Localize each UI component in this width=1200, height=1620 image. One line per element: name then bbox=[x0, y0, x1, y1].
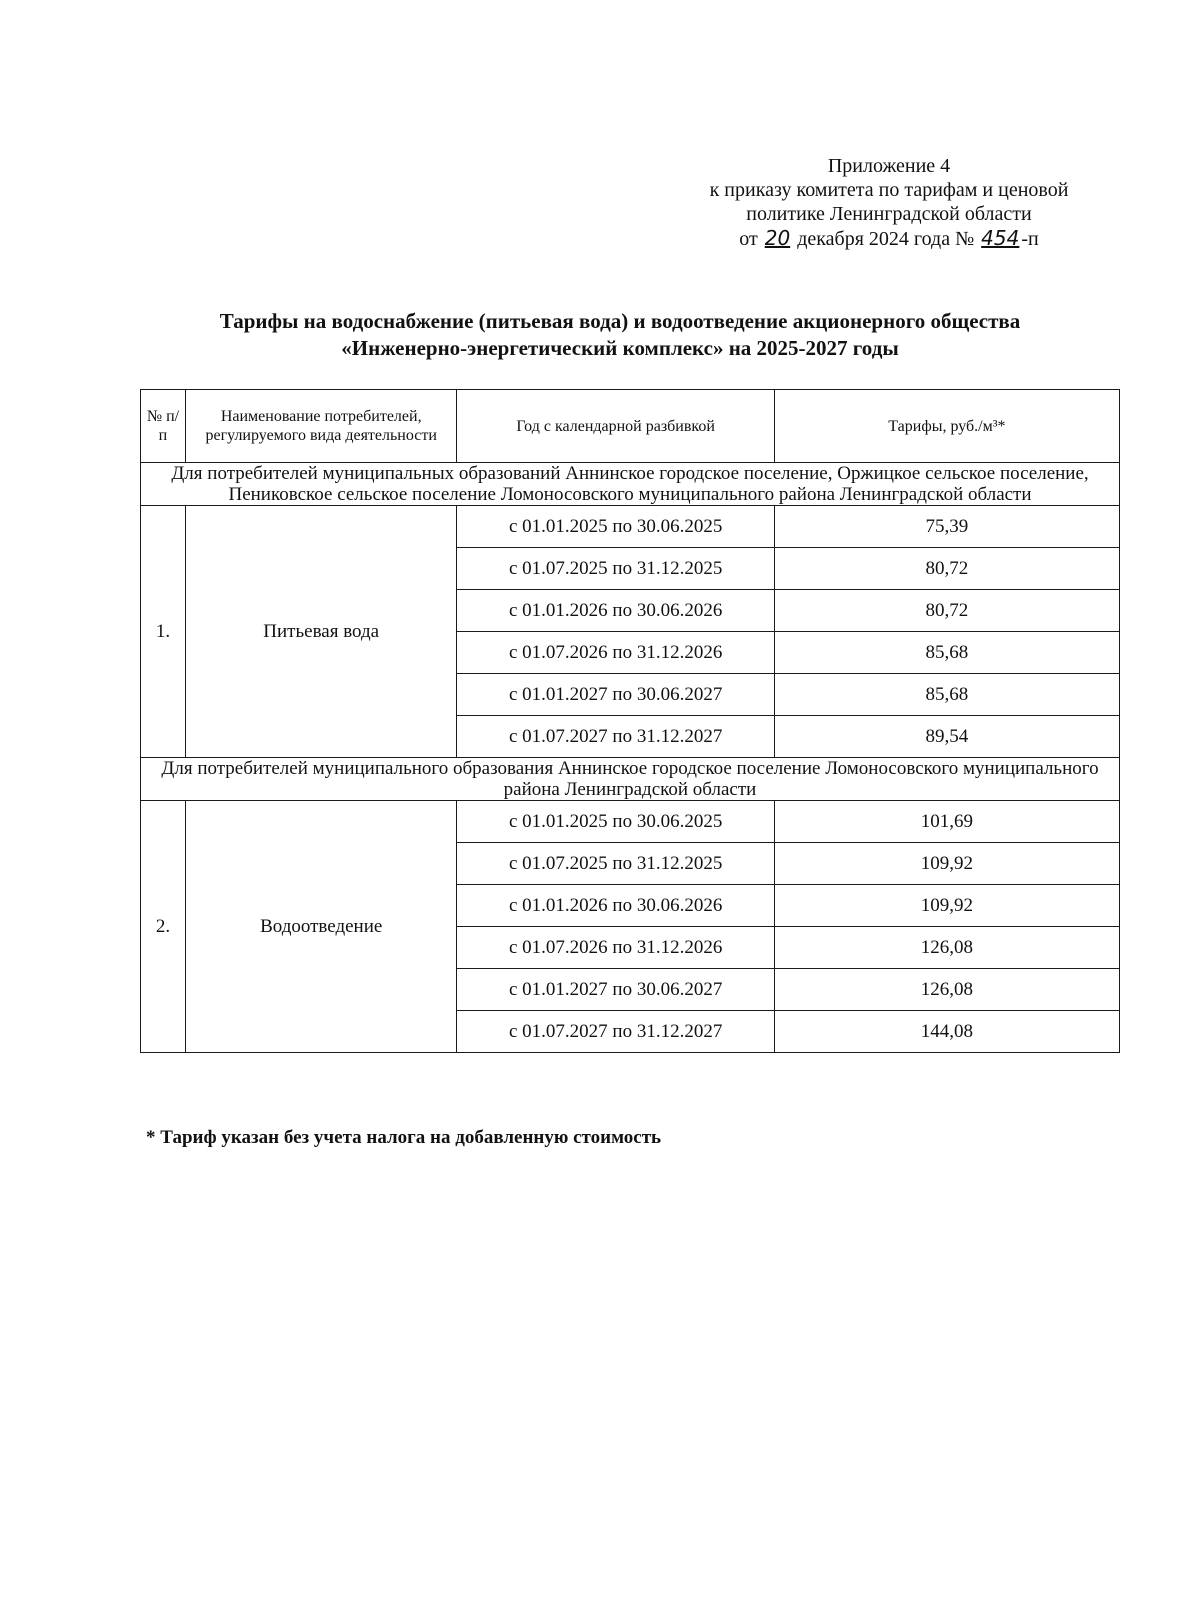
header-tariff: Тарифы, руб./м³* bbox=[774, 390, 1119, 463]
title-line-1: Тарифы на водоснабжение (питьевая вода) и водоотведение акционерного общества bbox=[219, 309, 1021, 333]
consumer-name: Водоотведение bbox=[185, 801, 457, 1053]
tariff-table bbox=[140, 389, 1120, 1053]
header-name: Наименование потребителей, регулируемого вида деятельности bbox=[185, 390, 457, 463]
tariff-cell: 101,69 bbox=[774, 801, 1119, 843]
period-cell: с 01.01.2026 по 30.06.2026 bbox=[457, 590, 774, 632]
date-middle: декабря 2024 года № bbox=[797, 228, 975, 250]
annex-header bbox=[654, 154, 1124, 251]
period-cell: с 01.07.2027 по 31.12.2027 bbox=[457, 1011, 774, 1053]
table-row bbox=[141, 506, 1120, 548]
handwritten-order-number: 454 bbox=[981, 226, 1020, 250]
vat-footnote: * Тариф указан без учета налога на добавленную стоимость bbox=[146, 1127, 662, 1148]
group-caption: Для потребителей муниципальных образований Аннинское городское поселение, Оржицкое сельское поселение, Пениковское сельское поселение Ломоносовского муниципального района Ленинградской области bbox=[141, 463, 1120, 506]
period-cell: с 01.07.2027 по 31.12.2027 bbox=[457, 716, 774, 758]
period-cell: с 01.07.2026 по 31.12.2026 bbox=[457, 632, 774, 674]
document-title bbox=[140, 308, 1100, 362]
annex-date-line bbox=[654, 226, 1124, 251]
title-line-2: «Инженерно-энергетический комплекс» на 2025-2027 годы bbox=[341, 336, 899, 360]
period-cell: с 01.07.2026 по 31.12.2026 bbox=[457, 927, 774, 969]
group-caption: Для потребителей муниципального образования Аннинское городское поселение Ломоносовского муниципального района Ленинградской области bbox=[141, 758, 1120, 801]
period-cell: с 01.07.2025 по 31.12.2025 bbox=[457, 843, 774, 885]
tariff-cell: 109,92 bbox=[774, 843, 1119, 885]
period-cell: с 01.01.2027 по 30.06.2027 bbox=[457, 674, 774, 716]
header-num: № п/п bbox=[141, 390, 186, 463]
tariff-cell: 85,68 bbox=[774, 674, 1119, 716]
tariff-cell: 144,08 bbox=[774, 1011, 1119, 1053]
tariff-cell: 80,72 bbox=[774, 590, 1119, 632]
order-number-suffix: -п bbox=[1021, 228, 1039, 250]
handwritten-day: 20 bbox=[764, 226, 791, 250]
date-prefix: от bbox=[739, 228, 758, 250]
row-number: 2. bbox=[141, 801, 186, 1053]
tariff-cell: 126,08 bbox=[774, 927, 1119, 969]
period-cell: с 01.01.2026 по 30.06.2026 bbox=[457, 885, 774, 927]
tariff-cell: 89,54 bbox=[774, 716, 1119, 758]
period-cell: с 01.07.2025 по 31.12.2025 bbox=[457, 548, 774, 590]
annex-committee-line: политике Ленинградской области bbox=[746, 203, 1032, 225]
period-cell: с 01.01.2025 по 30.06.2025 bbox=[457, 506, 774, 548]
tariff-cell: 109,92 bbox=[774, 885, 1119, 927]
table-row bbox=[141, 801, 1120, 843]
tariff-cell: 85,68 bbox=[774, 632, 1119, 674]
table-header-row bbox=[141, 390, 1120, 463]
tariff-cell: 75,39 bbox=[774, 506, 1119, 548]
annex-order-line: к приказу комитета по тарифам и ценовой bbox=[709, 179, 1069, 201]
consumer-name: Питьевая вода bbox=[185, 506, 457, 758]
group-caption-row bbox=[141, 758, 1120, 801]
header-period: Год с календарной разбивкой bbox=[457, 390, 774, 463]
row-number: 1. bbox=[141, 506, 186, 758]
period-cell: с 01.01.2025 по 30.06.2025 bbox=[457, 801, 774, 843]
tariff-cell: 126,08 bbox=[774, 969, 1119, 1011]
group-caption-row bbox=[141, 463, 1120, 506]
tariff-cell: 80,72 bbox=[774, 548, 1119, 590]
period-cell: с 01.01.2027 по 30.06.2027 bbox=[457, 969, 774, 1011]
annex-title: Приложение 4 bbox=[827, 155, 951, 177]
